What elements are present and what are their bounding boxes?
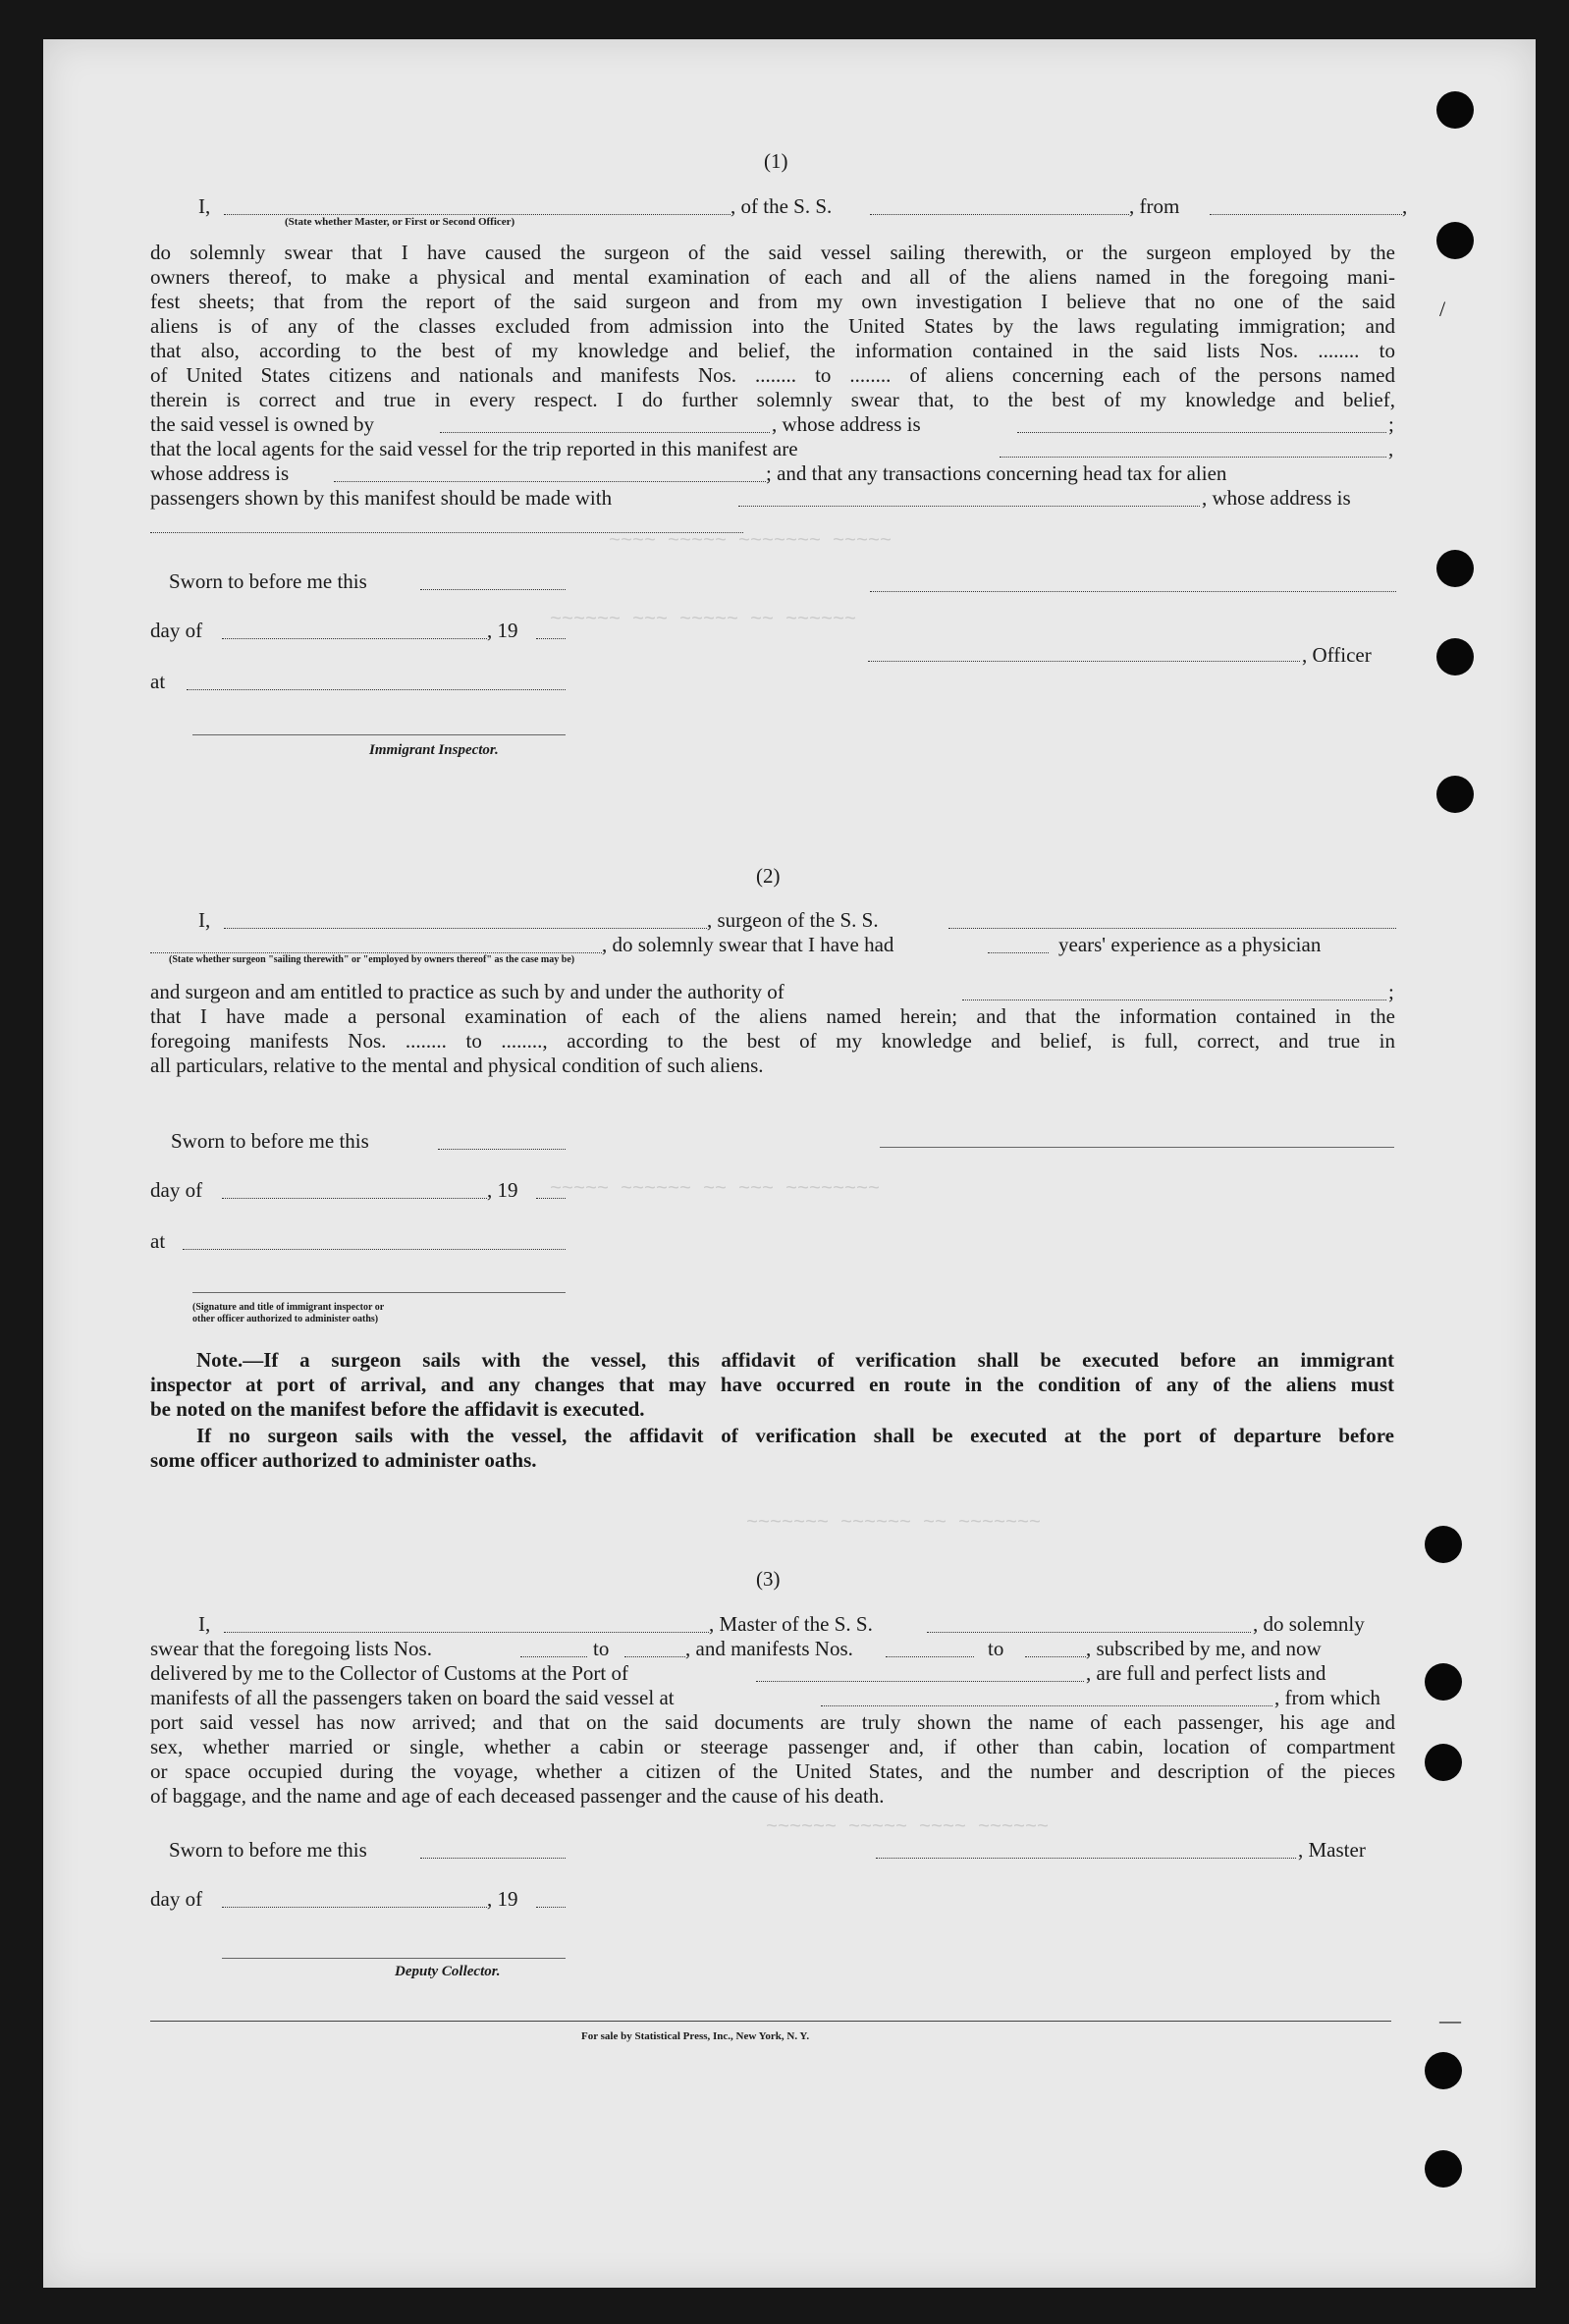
label-of-ss: , of the S. S. [730,194,833,218]
status-blank[interactable] [150,952,602,953]
at-label: at [150,1229,166,1253]
agents-blank[interactable] [1000,457,1386,458]
section-number: (3) [756,1567,781,1591]
margin-tick: — [1439,2008,1461,2032]
years-blank[interactable] [988,952,1049,953]
master-label: , Master [1298,1838,1366,1862]
punch-hole [1436,776,1474,813]
day-blank[interactable] [222,1907,487,1908]
body-line: or space occupied during the voyage, whether a citizen of the United States, and the number and description of the pieces [150,1759,1395,1783]
punch-hole [1436,638,1474,676]
master-signature-blank[interactable] [876,1858,1296,1859]
vessel-blank[interactable] [927,1632,1251,1633]
comma: , [1388,437,1394,460]
do-solemnly-label: , do solemnly [1253,1612,1365,1636]
head-tax-text: ; and that any transactions concerning head tax for alien [766,461,1227,485]
signature-note: (Signature and title of immigrant inspector or [192,1302,385,1313]
signature-rule [880,1147,1394,1148]
body-line: port said vessel has now arrived; and that on the said documents are truly shown the name of each passenger, his age and [150,1710,1395,1734]
note-line: be noted on the manifest before the affidavit is executed. [150,1397,645,1421]
section-number: (1) [764,149,788,173]
inspector-label: Immigrant Inspector. [369,742,499,758]
owner-address-label: , whose address is [772,412,921,436]
departure-blank[interactable] [821,1705,1272,1706]
bleed-through-text: ~~~~~~~ ~~~~~~ ~~ ~~~~~~~ [746,1512,1042,1535]
bleed-through-text: ~~~~ ~~~~~ ~~~~~~~ ~~~~~ [609,530,893,553]
year-blank[interactable] [536,1198,566,1199]
master-of-label: , Master of the S. S. [709,1612,873,1636]
label-i: I, [198,1612,211,1636]
list-from-blank[interactable] [520,1656,587,1657]
label-i: I, [198,908,211,932]
body-line: of United States citizens and nationals and manifests Nos. ........ to ........ of aliens concerning each of the persons named [150,363,1395,387]
officer-label: , Officer [1302,643,1372,667]
punch-hole [1425,2150,1462,2188]
sworn-label: Sworn to before me this [171,1129,369,1153]
footer-rule [150,2021,1391,2022]
year-blank[interactable] [536,638,566,639]
address-continue-blank[interactable] [150,532,743,533]
signature-note: other officer authorized to administer oaths) [192,1314,379,1324]
note-line: inspector at port of arrival, and any changes that may have occurred en route in the condition of any of the aliens must [150,1373,1394,1396]
authority-label: and surgeon and am entitled to practice as such by and under the authority of [150,980,784,1003]
from-which-label: , from which [1274,1686,1380,1709]
label-i: I, [198,194,211,218]
body-line: of baggage, and the name and age of each deceased passenger and the cause of his death. [150,1784,885,1808]
vessel-blank[interactable] [870,214,1129,215]
punch-hole [1425,1744,1462,1781]
note-line: some officer authorized to administer oaths. [150,1448,537,1472]
lists-label: swear that the foregoing lists Nos. [150,1637,432,1660]
inspector-rule [192,734,566,735]
punch-hole [1436,222,1474,259]
body-line: foregoing manifests Nos. ........ to ........, according to the best of my knowledge and belief, is full, correct, and true in [150,1029,1395,1053]
printer-credit: For sale by Statistical Press, Inc., New York, N. Y. [581,2030,810,2042]
owned-by-label: the said vessel is owned by [150,412,375,436]
semicolon: ; [1388,980,1394,1003]
manifest-to-blank[interactable] [1025,1656,1086,1657]
note-line: If no surgeon sails with the vessel, the affidavit of verification shall be executed at the port of departure before [196,1424,1394,1447]
body-line: do solemnly swear that I have caused the surgeon of the said vessel sailing therewith, or the surgeon employed by the [150,241,1395,264]
subscribed-label: , subscribed by me, and now [1086,1637,1322,1660]
year-label: , 19 [487,1887,518,1911]
owner-blank[interactable] [440,432,770,433]
surgeon-of-label: , surgeon of the S. S. [707,908,879,932]
sworn-label: Sworn to before me this [169,569,367,593]
punch-hole [1436,91,1474,129]
punch-hole [1436,550,1474,587]
body-line: that I have made a personal examination of each of the aliens named herein; and that the information contained in the [150,1004,1395,1028]
name-blank[interactable] [224,214,730,215]
comma: , [1402,194,1408,218]
body-line: aliens is of any of the classes excluded from admission into the United States by the laws regulating immigration; and [150,314,1395,338]
port-blank[interactable] [756,1681,1084,1682]
punch-hole [1425,1526,1462,1563]
surgeon-name-blank[interactable] [224,928,707,929]
head-tax-blank[interactable] [738,506,1200,507]
port-label: delivered by me to the Collector of Customs at the Port of [150,1661,628,1685]
deputy-label: Deputy Collector. [395,1964,501,1979]
semicolon: ; [1388,412,1394,436]
manifest-from-blank[interactable] [886,1656,974,1657]
body-line: all particulars, relative to the mental and physical condition of such aliens. [150,1054,764,1077]
at-label: at [150,670,166,693]
state-note: (State whether surgeon "sailing therewith" or "employed by owners thereof" as the case may be) [169,954,575,965]
body-line: therein is correct and true in every respect. I do further solemnly swear that, to the best of my knowledge and belief, [150,388,1395,411]
bleed-through-text: ~~~~~~ ~~~ ~~~~~ ~~ ~~~~~~ [550,609,857,631]
perfect-lists-label: , are full and perfect lists and [1086,1661,1326,1685]
taken-on-label: manifests of all the passengers taken on board the said vessel at [150,1686,675,1709]
address-label: whose address is [150,461,290,485]
day-blank[interactable] [222,1198,487,1199]
sworn-blank[interactable] [438,1149,566,1150]
vessel-blank[interactable] [948,928,1396,929]
punch-hole [1425,1663,1462,1701]
list-to-blank[interactable] [624,1656,685,1657]
at-blank[interactable] [183,1249,566,1250]
body-line: sex, whether married or single, whether a cabin or steerage passenger and, if other than cabin, location of compartment [150,1735,1395,1758]
state-note: (State whether Master, or First or Second Officer) [285,216,515,228]
master-name-blank[interactable] [224,1632,709,1633]
passengers-label: passengers shown by this manifest should be made with [150,486,613,510]
margin-tick: / [1439,297,1446,321]
bleed-through-text: ~~~~~ ~~~~~~ ~~ ~~~ ~~~~~~~~ [550,1178,881,1201]
from-blank[interactable] [1210,214,1402,215]
section-number: (2) [756,864,781,888]
agents-label: that the local agents for the said vessel for the trip reported in this manifest are [150,437,798,460]
note-line: Note.—If a surgeon sails with the vessel, this affidavit of verification shall be executed before an immigrant [196,1348,1394,1372]
officer-blank[interactable] [868,661,1300,662]
sworn-blank[interactable] [420,589,566,590]
to-label: to [593,1637,610,1660]
year-label: , 19 [487,1178,518,1202]
year-blank[interactable] [536,1907,566,1908]
body-line: fest sheets; that from the report of the said surgeon and from my own investigation I believe that no one of the said [150,290,1395,313]
signature-blank[interactable] [870,591,1396,592]
sworn-blank[interactable] [420,1858,566,1859]
inspector-rule [192,1292,566,1293]
years-label: years' experience as a physician [1058,933,1322,956]
day-of-label: day of [150,1887,203,1911]
bleed-through-text: ~~~~~~ ~~~~~ ~~~~ ~~~~~~ [766,1816,1050,1839]
sworn-label: Sworn to before me this [169,1838,367,1862]
whose-address-label: , whose address is [1202,486,1351,510]
day-of-label: day of [150,619,203,642]
owner-address-blank[interactable] [1017,432,1386,433]
deputy-rule [222,1958,566,1959]
body-line: that also, according to the best of my knowledge and belief, the information contained in the said lists Nos. ........ to [150,339,1395,362]
body-line: owners thereof, to make a physical and mental examination of each and all of the aliens named in the foregoing mani- [150,265,1395,289]
at-blank[interactable] [187,689,566,690]
year-label: , 19 [487,619,518,642]
to-label: to [988,1637,1004,1660]
agent-address-blank[interactable] [334,481,766,482]
label-from: , from [1129,194,1180,218]
punch-hole [1425,2052,1462,2089]
day-blank[interactable] [222,638,487,639]
day-of-label: day of [150,1178,203,1202]
swear-label: , do solemnly swear that I have had [602,933,894,956]
manifests-label: , and manifests Nos. [685,1637,853,1660]
